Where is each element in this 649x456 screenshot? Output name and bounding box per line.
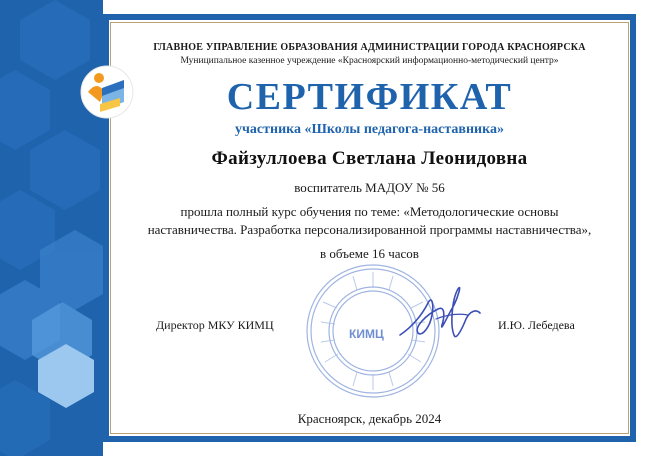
- course-description-line1: прошла полный курс обучения по теме: «Методологические основы: [180, 204, 559, 219]
- course-description-line2: наставничества. Разработка персонализированной программы наставничества»,: [147, 222, 592, 237]
- organization-subtitle: Муниципальное казенное учреждение «Красноярский информационно-методический центр»: [180, 56, 559, 66]
- handwritten-signature: [392, 275, 487, 350]
- certificate-subtitle: участника «Школы педагога-наставника»: [235, 122, 504, 137]
- certificate-title: СЕРТИФИКАТ: [226, 76, 513, 118]
- recipient-name: Файзуллоева Светлана Леонидовна: [211, 148, 528, 169]
- course-hours: в объеме 16 часов: [320, 246, 419, 261]
- signatory-name: И.Ю. Лебедева: [498, 318, 575, 332]
- signatory-title: Директор МКУ КИМЦ: [156, 318, 274, 332]
- organization-title: ГЛАВНОЕ УПРАВЛЕНИЕ ОБРАЗОВАНИЯ АДМИНИСТРАЦИИ ГОРОДА КРАСНОЯРСКА: [153, 42, 586, 53]
- recipient-position: воспитатель МАДОУ № 56: [294, 180, 445, 195]
- stamp-text: КИМЦ: [349, 327, 384, 341]
- place-and-date: Красноярск, декабрь 2024: [297, 411, 442, 426]
